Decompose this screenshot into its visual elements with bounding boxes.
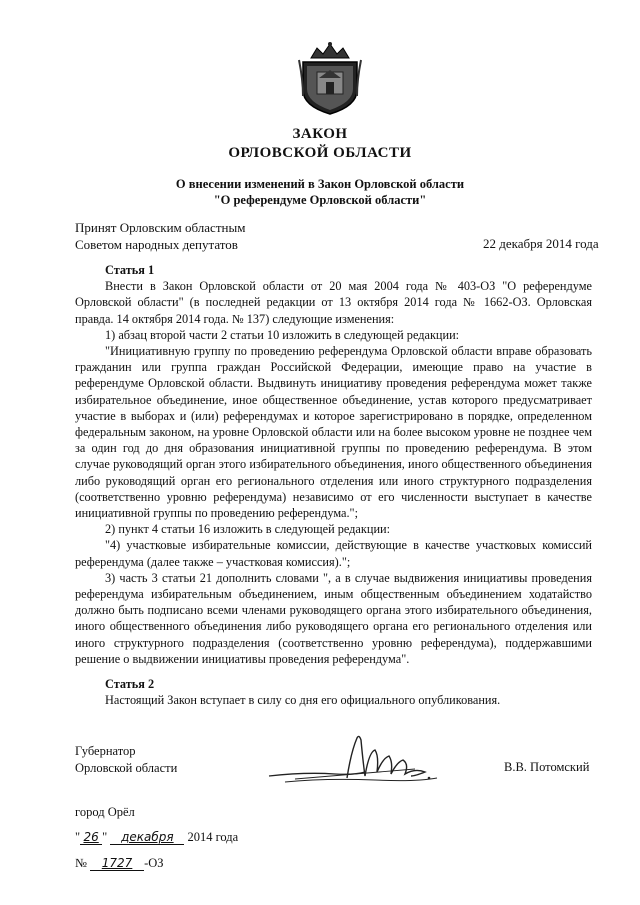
law-number-suffix: -ОЗ xyxy=(144,856,164,870)
signing-day: 26 xyxy=(80,830,102,845)
signatory-name: В.В. Потомский xyxy=(504,760,590,774)
article-1-paragraph: "Инициативную группу по проведению референдума Орловской области вправе образовать гражданин или группа граждан Российской Федерации, имеющие право на участие в референдуме Орловской области. Выдвинуть инициативу проведения референдума может также избирательное объединение, иное общественное объединение, устав которого предусматривает участие в выборах и (или) референдумах и которое зарегистрировано в порядке, определенном федеральным законом, на уровне Орловской области или на более высоком уровне не позднее чем за один год до дня образования инициативной группы по проведению референдума. В этом случае руководящий орган этого избирательного объединения, иного общественного объединения либо руководящий орган его регионального отделения или иного структурного подразделения (соответственно уровню референдума) независимо от его численности выступает в качестве инициативной группы по проведению референдума."; xyxy=(75,344,592,521)
adopted-line2: Советом народных депутатов xyxy=(75,237,238,252)
law-subtitle-line2: "О референдуме Орловской области" xyxy=(213,193,427,207)
signatory-position xyxy=(75,743,177,777)
signing-date xyxy=(75,830,238,845)
article-1-paragraph: 2) пункт 4 статьи 16 изложить в следующей редакции: xyxy=(105,522,391,537)
signing-month: декабря xyxy=(110,830,184,845)
law-number xyxy=(75,856,164,871)
signatory-position-line2: Орловской области xyxy=(75,761,178,775)
article-2-text: Настоящий Закон вступает в силу со дня его официального опубликования. xyxy=(105,693,501,708)
adopted-date: 22 декабря 2014 года xyxy=(483,236,599,251)
quote-close: " xyxy=(102,830,108,844)
article-1-paragraph: 1) абзац второй части 2 статьи 10 изложить в следующей редакции: xyxy=(105,327,460,342)
law-subtitle-line1: О внесении изменений в Закон Орловской области xyxy=(175,177,465,191)
law-title-line2: ОРЛОВСКОЙ ОБЛАСТИ xyxy=(228,145,412,161)
quote-open: " xyxy=(75,830,81,844)
law-title-line1: ЗАКОН xyxy=(292,126,348,142)
coat-of-arms-icon xyxy=(297,40,363,116)
adopted-by-block xyxy=(75,219,245,253)
article-1 xyxy=(75,262,592,667)
article-2-heading: Статья 2 xyxy=(105,677,155,691)
signing-city: город Орёл xyxy=(75,805,135,819)
signing-year: 2014 года xyxy=(187,830,239,844)
article-1-paragraph: Внести в Закон Орловской области от 20 мая 2004 года № 403-ОЗ "О референдуме Орловской области" (в последней редакции от 13 октября 2014 года № 1662-ОЗ. Орловская правда. 14 октября 2014 года. № 137) следующие изменения: xyxy=(75,279,592,326)
article-1-paragraph: "4) участковые избирательные комиссии, действующие в качестве участковых комиссий референдума (далее также – участковая комиссия)."; xyxy=(75,538,592,569)
handwritten-signature xyxy=(265,732,445,790)
article-2 xyxy=(75,676,592,708)
article-1-heading: Статья 1 xyxy=(105,263,155,277)
signatory-position-line1: Губернатор xyxy=(75,744,136,758)
number-sign: № xyxy=(75,856,87,870)
law-number-value: 1727 xyxy=(90,856,144,871)
article-1-paragraph: 3) часть 3 статьи 21 дополнить словами ", а в случае выдвижения инициативы проведения референдума избирательным объединением, иным общественным объединением ходатайство должно быть подписано всеми членами руководящего органа этого избирательного объединения, иного общественного объединения либо руководящего органа его регионального отделения или иного структурного подразделения (соответственно уровню референдума), поддержавшими решение о выдвижении инициативы проведения референдума". xyxy=(75,570,592,666)
adopted-line1: Принят Орловским областным xyxy=(75,220,246,235)
